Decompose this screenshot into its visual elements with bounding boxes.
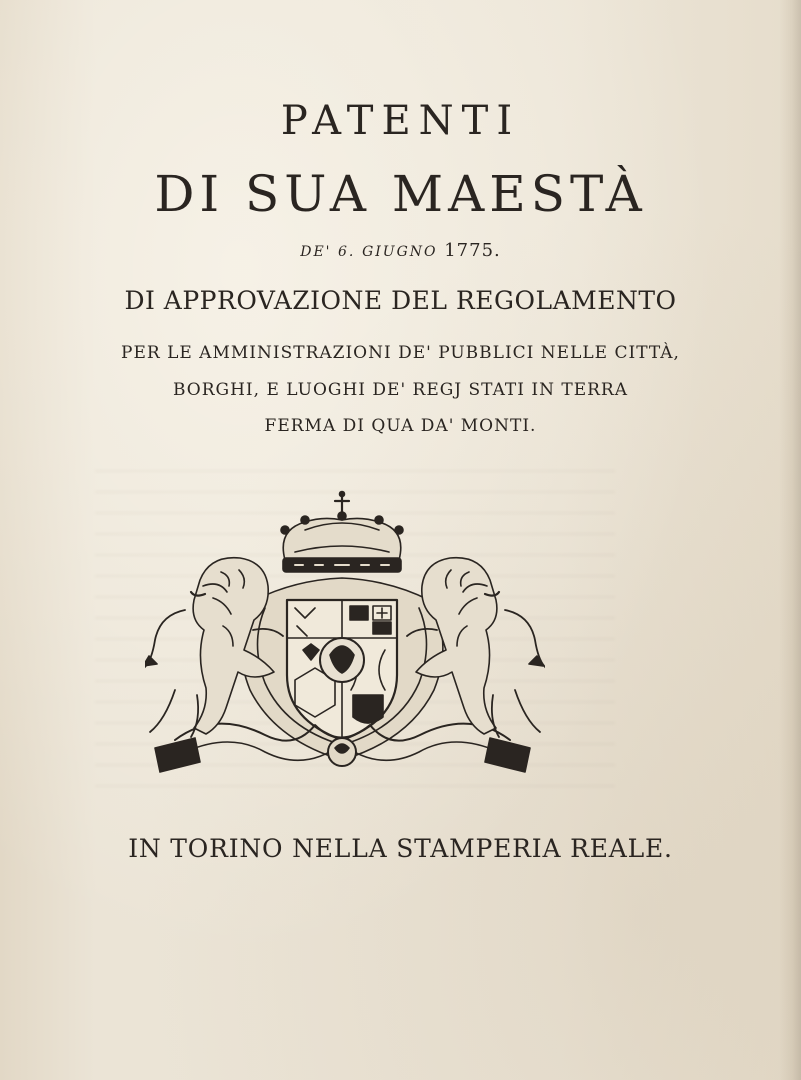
body-line-2: BORGHI, E LUOGHI DE' REGJ STATI IN TERRA (172, 380, 629, 400)
body-line-1: PER LE AMMINISTRAZIONI DE' PUBBLICI NELLE CITTÀ, (121, 343, 680, 363)
date-year: 1775. (444, 240, 501, 261)
date-month: GIUGNO (362, 244, 438, 260)
subtitle: DI APPROVAZIONE DEL REGOLAMENTO (124, 286, 677, 315)
page-edge-shadow (779, 0, 801, 1080)
imprint: IN TORINO NELLA STAMPERIA REALE. (128, 834, 673, 863)
title-patenti: PATENTI (280, 98, 521, 144)
coat-of-arms-icon (145, 490, 545, 780)
body-line-3: FERMA DI QUA DA' MONTI. (264, 416, 537, 436)
date-line (0, 240, 801, 261)
title-di-sua-maesta: DI SUA MAESTÀ (154, 165, 647, 223)
date-prefix: DE' 6. (300, 244, 356, 260)
